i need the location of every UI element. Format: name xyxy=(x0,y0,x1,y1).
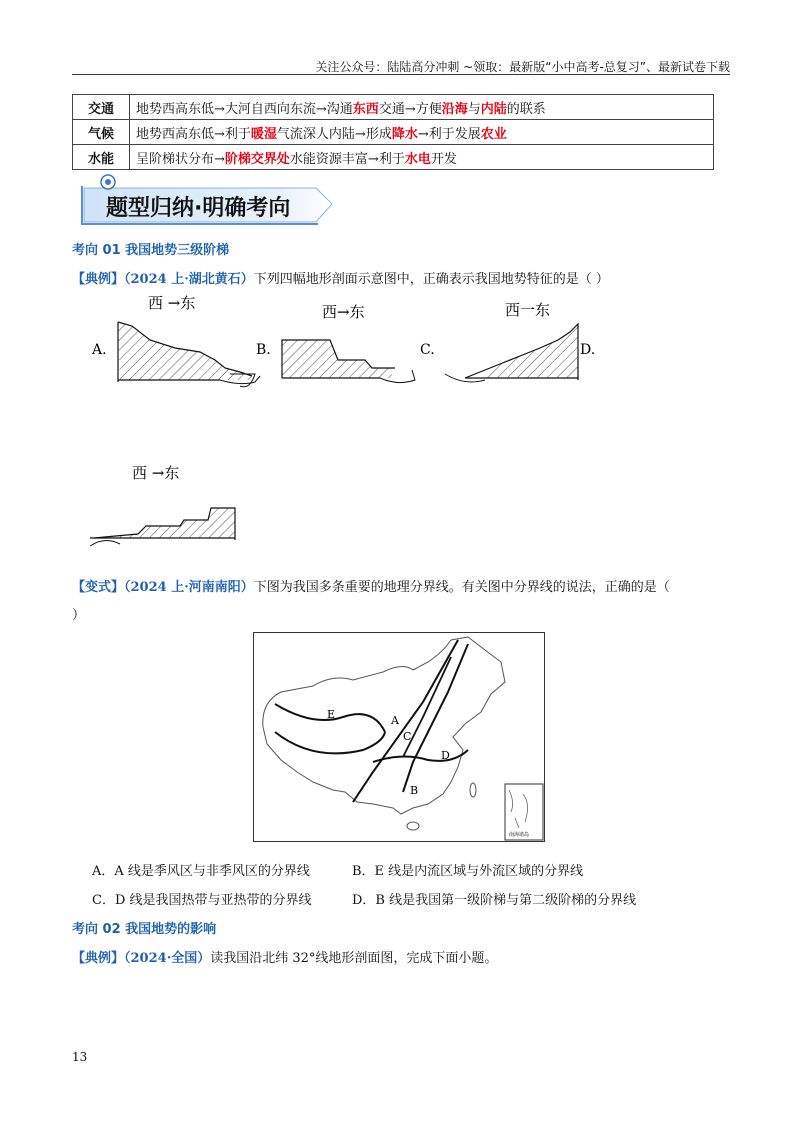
row-text: 开发 xyxy=(430,151,457,167)
highlight-text: 水电 xyxy=(404,151,431,167)
map-label-b: B xyxy=(410,784,419,797)
highlight-text: 农业 xyxy=(480,126,507,142)
row-text: 地势西高东低→利于 xyxy=(136,126,251,142)
row-content xyxy=(130,145,714,170)
highlight-text: 阶梯交界处 xyxy=(224,151,290,167)
option-a: A．A 线是季风区与非季风区的分界线 xyxy=(92,864,310,879)
question-tag: 【典例】 xyxy=(72,272,125,287)
question-text: 下列四幅地形剖面示意图中，正确表示我国地势特征的是（ ） xyxy=(253,272,609,287)
option-label: B. xyxy=(256,342,271,358)
highlight-text: 东西 xyxy=(352,101,379,117)
row-head: 水能 xyxy=(73,145,130,170)
map-label-a: A xyxy=(391,714,399,727)
map-label-c: C xyxy=(403,730,412,743)
highlight-text: 内陆 xyxy=(480,101,507,117)
map-label-e: E xyxy=(327,708,336,721)
profile-c xyxy=(478,324,578,378)
row-text: 与 xyxy=(467,101,481,117)
option-label: C. xyxy=(420,342,435,358)
page-number: 13 xyxy=(72,1050,88,1064)
row-text: 水能资源丰富→利于 xyxy=(289,151,405,167)
question-tag: 【典例】 xyxy=(72,951,125,966)
section-title: 考向 01 我国地势三级阶梯 xyxy=(72,243,230,258)
question-text: 读我国沿北纬 32°线地形剖面图，完成下面小题。 xyxy=(210,951,498,966)
question-tag: 【变式】 xyxy=(72,580,125,595)
profile-diagrams xyxy=(80,290,720,570)
option-c: C．D 线是我国热带与亚热带的分界线 xyxy=(92,893,312,908)
option-label: A. xyxy=(92,342,107,358)
option-b: B．E 线是内流区域与外流区域的分界线 xyxy=(352,864,584,879)
table-row xyxy=(73,95,714,120)
row-text: 的联系 xyxy=(506,101,546,117)
direction-label: 西→东 xyxy=(322,303,365,321)
banner-title: 题型归纳·明确考向 xyxy=(106,196,291,221)
map-label-d: D xyxy=(441,749,450,762)
direction-label: 西 →东 xyxy=(132,464,180,482)
header-rule xyxy=(72,74,730,75)
china-map xyxy=(253,632,545,842)
highlight-text: 暖湿 xyxy=(250,126,277,142)
option-label: D. xyxy=(580,342,596,358)
profile-d xyxy=(108,508,235,538)
highlight-text: 降水 xyxy=(391,126,418,142)
question-source: （2024·全国） xyxy=(124,951,211,966)
section-title: 考向 02 我国地势的影响 xyxy=(72,922,217,937)
question-line xyxy=(72,268,609,287)
question-text-cont: ） xyxy=(72,608,86,623)
table-row xyxy=(73,145,714,170)
row-content xyxy=(130,95,714,120)
question-line xyxy=(72,576,670,595)
summary-table xyxy=(72,94,714,170)
question-source: （2024 上·河南南阳） xyxy=(124,580,254,595)
row-text: 呈阶梯状分布→ xyxy=(136,151,225,167)
question-line xyxy=(72,947,497,966)
row-head: 交通 xyxy=(73,95,130,120)
direction-label: 西一东 xyxy=(505,301,551,319)
row-text: 气流深人内陆→形成 xyxy=(276,126,392,142)
question-source: （2024 上·湖北黄石） xyxy=(124,272,254,287)
row-text: →利于发展 xyxy=(417,126,481,142)
inset-caption: 南海诸岛 xyxy=(509,832,530,838)
row-text: 地势西高东低→大河自西向东流→沟通 xyxy=(136,101,353,117)
table-row xyxy=(73,120,714,145)
row-text: 交通→方便 xyxy=(378,101,442,117)
direction-label: 西 →东 xyxy=(148,294,196,312)
highlight-text: 沿海 xyxy=(441,101,468,117)
row-content xyxy=(130,120,714,145)
row-head: 气候 xyxy=(73,120,130,145)
option-d: D．B 线是我国第一级阶梯与第二级阶梯的分界线 xyxy=(352,893,637,908)
page-header: 关注公众号：陆陆高分冲刺 ~领取：最新版“小中高考-总复习”、最新试卷下载 xyxy=(315,60,730,74)
section-banner xyxy=(78,172,340,234)
question-text: 下图为我国多条重要的地理分界线。有关图中分界线的说法，正确的是（ xyxy=(253,580,670,595)
